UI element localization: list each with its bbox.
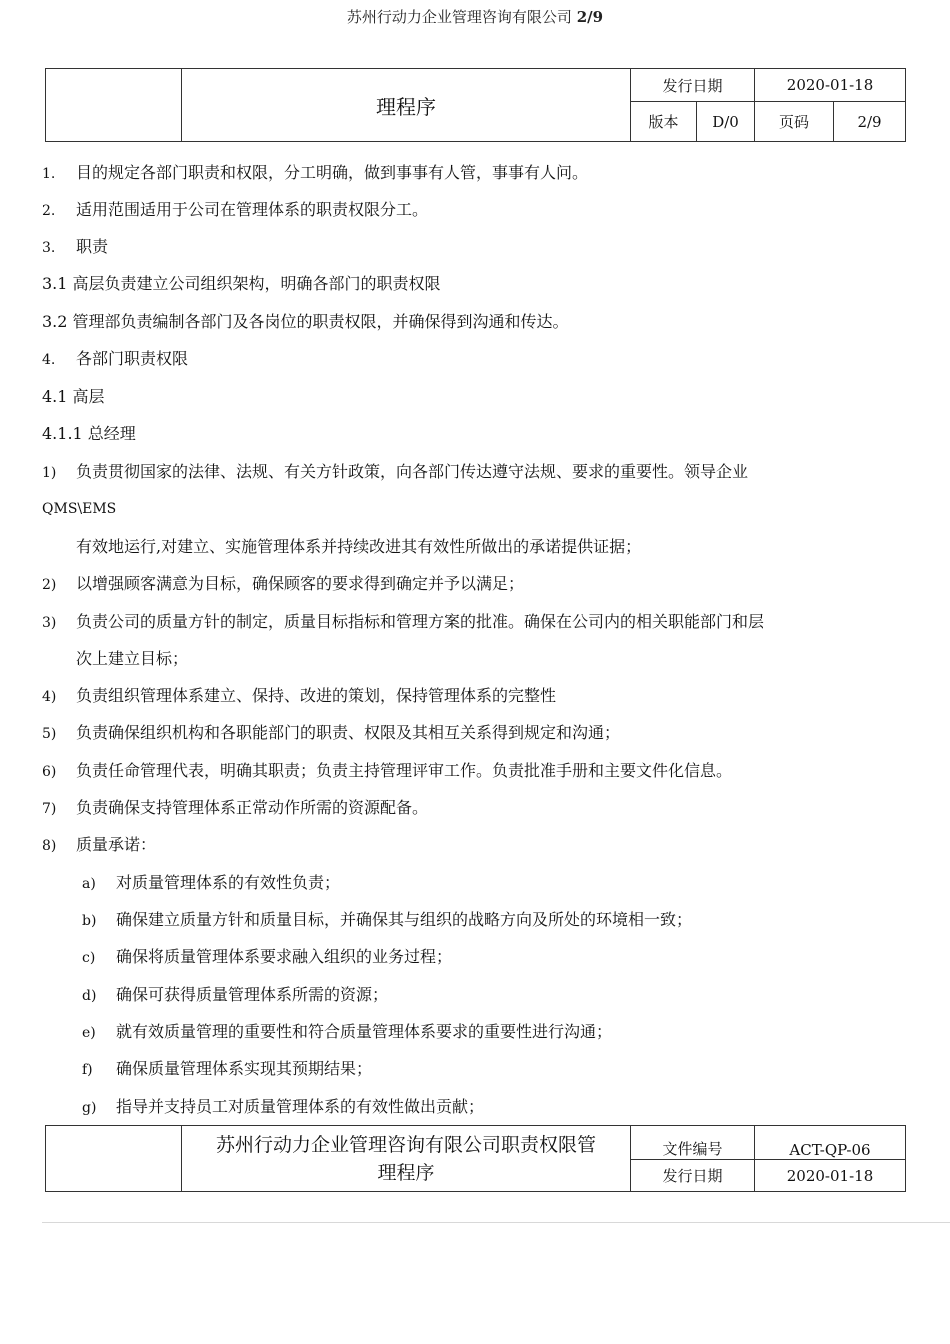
item-text: 负责组织管理体系建立、保持、改进的策划，保持管理体系的完整性 — [76, 686, 557, 705]
page-number: 2/9 — [576, 8, 604, 26]
section-3 — [42, 236, 108, 259]
item-letter: g) — [82, 1100, 97, 1116]
section-4-1-1: 4.1.1 总经理 — [42, 424, 136, 443]
duty-item-3-cont: 次上建立目标； — [76, 649, 189, 668]
logo-cell — [46, 69, 182, 142]
item-number: 8) — [42, 838, 57, 854]
duty-item-6 — [42, 760, 732, 783]
page-label: 页码 — [755, 102, 834, 142]
duty-item-2 — [42, 573, 524, 596]
commitment-g — [82, 1096, 484, 1119]
item-letter: f) — [82, 1062, 93, 1078]
item-text: 就有效质量管理的重要性和符合质量管理体系要求的重要性进行沟通； — [116, 1022, 613, 1041]
item-letter: d) — [82, 988, 97, 1004]
document-header-table — [45, 68, 906, 142]
version-value: D/0 — [697, 102, 755, 142]
item-text: 确保可获得质量管理体系所需的资源； — [116, 985, 389, 1004]
section-1 — [42, 162, 588, 185]
item-number: 5) — [42, 726, 57, 742]
document-title: 理程序 — [182, 69, 631, 142]
duty-item-8 — [42, 834, 156, 857]
commitment-d — [82, 984, 388, 1007]
section-number: 1. — [42, 166, 56, 182]
next-page-header-table — [45, 1125, 906, 1192]
item-letter: c) — [82, 950, 96, 966]
item-text: 确保质量管理体系实现其预期结果； — [116, 1059, 373, 1078]
item-text: 负责确保支持管理体系正常动作所需的资源配备。 — [76, 798, 429, 817]
item-number: 1) — [42, 465, 57, 481]
commitment-e — [82, 1021, 612, 1044]
item-letter: b) — [82, 913, 97, 929]
duty-item-1 — [42, 461, 748, 484]
commitment-f — [82, 1058, 372, 1081]
duty-item-1-cont: QMS\EMS — [42, 501, 117, 517]
item-number: 2) — [42, 577, 57, 593]
section-2 — [42, 199, 428, 222]
item-text: 负责确保组织机构和各职能部门的职责、权限及其相互关系得到规定和沟通； — [76, 723, 621, 742]
duty-item-4 — [42, 685, 556, 708]
section-3-1: 3.1 高层负责建立公司组织架构，明确各部门的职责权限 — [42, 274, 441, 293]
item-letter: e) — [82, 1025, 96, 1041]
page-header — [0, 6, 950, 27]
section-3-2: 3.2 管理部负责编制各部门及各岗位的职责权限，并确保得到沟通和传达。 — [42, 312, 569, 331]
issue-date-value: 2020-01-18 — [755, 69, 906, 102]
title-line-1: 苏州行动力企业管理咨询有限公司职责权限管 — [215, 1133, 596, 1156]
section-4 — [42, 348, 188, 371]
item-text: 负责贯彻国家的法律、法规、有关方针政策，向各部门传达遵守法规、要求的重要性。领导企业 — [76, 462, 749, 481]
item-text: 指导并支持员工对质量管理体系的有效性做出贡献； — [116, 1097, 485, 1116]
doc-number-label: 文件编号 — [631, 1126, 755, 1160]
item-letter: a) — [82, 876, 96, 892]
issue-date-label: 发行日期 — [631, 1160, 755, 1192]
item-text: 负责公司的质量方针的制定，质量目标指标和管理方案的批准。确保在公司内的相关职能部门和层 — [76, 612, 765, 631]
item-number: 3) — [42, 615, 57, 631]
commitment-c — [82, 946, 452, 969]
item-text: 负责任命管理代表，明确其职责；负责主持管理评审工作。负责批准手册和主要文件化信息。 — [76, 761, 733, 780]
logo-cell — [46, 1126, 182, 1192]
section-number: 3. — [42, 240, 56, 256]
section-number: 2. — [42, 203, 56, 219]
item-number: 4) — [42, 689, 57, 705]
document-title — [182, 1126, 631, 1192]
section-text: 职责 — [76, 237, 109, 256]
title-line-2: 理程序 — [377, 1161, 435, 1184]
issue-date-label: 发行日期 — [631, 69, 755, 102]
item-text: 以增强顾客满意为目标，确保顾客的要求得到确定并予以满足； — [76, 574, 525, 593]
item-number: 6) — [42, 764, 57, 780]
duty-item-7 — [42, 797, 428, 820]
duty-item-3 — [42, 611, 764, 634]
item-text: 对质量管理体系的有效性负责； — [116, 873, 341, 892]
duty-item-1-cont2: 有效地运行,对建立、实施管理体系并持续改进其有效性所做出的承诺提供证据； — [76, 537, 642, 556]
section-text: 各部门职责权限 — [76, 349, 189, 368]
page-divider — [42, 1222, 950, 1223]
item-text: 确保将质量管理体系要求融入组织的业务过程； — [116, 947, 453, 966]
issue-date-value: 2020-01-18 — [755, 1160, 906, 1192]
section-text: 目的规定各部门职责和权限，分工明确，做到事事有人管，事事有人问。 — [76, 163, 589, 182]
commitment-b — [82, 909, 692, 932]
item-text: 质量承诺： — [76, 835, 157, 854]
section-4-1: 4.1 高层 — [42, 387, 105, 406]
item-text: 确保建立质量方针和质量目标，并确保其与组织的战略方向及所处的环境相一致； — [116, 910, 693, 929]
section-number: 4. — [42, 352, 56, 368]
item-number: 7) — [42, 801, 57, 817]
commitment-a — [82, 872, 340, 895]
duty-item-5 — [42, 722, 620, 745]
section-text: 适用范围适用于公司在管理体系的职责权限分工。 — [76, 200, 429, 219]
page-value: 2/9 — [834, 102, 906, 142]
company-name: 苏州行动力企业管理咨询有限公司 — [346, 8, 572, 26]
version-label: 版本 — [631, 102, 697, 142]
doc-number-value: ACT-QP-06 — [755, 1126, 906, 1160]
